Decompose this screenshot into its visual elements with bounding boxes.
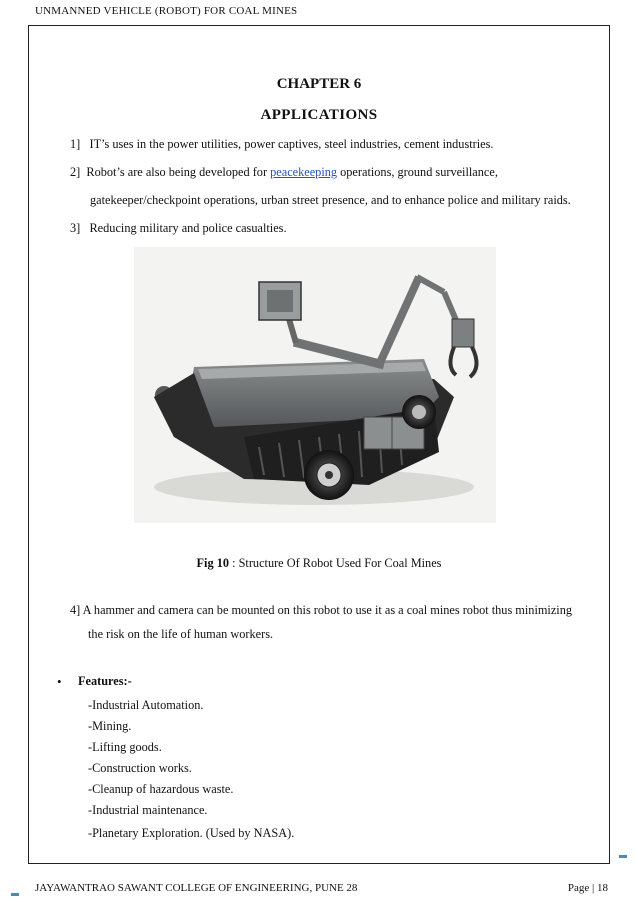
footer-page-number: Page | 18 bbox=[567, 882, 608, 894]
robot-photo bbox=[134, 247, 496, 523]
chapter-title: APPLICATIONS bbox=[260, 107, 378, 123]
item-text: Reducing military and police casualties. bbox=[89, 221, 287, 235]
chapter-number: CHAPTER 6 bbox=[276, 76, 362, 92]
edge-marker-right bbox=[619, 855, 627, 858]
figure-label: Fig 10 bbox=[196, 556, 229, 570]
item-marker: 3] bbox=[70, 221, 81, 235]
footer-college: JAYAWANTRAO SAWANT COLLEGE OF ENGINEERING, PUNE 28 bbox=[35, 882, 358, 894]
peacekeeping-link[interactable]: peacekeeping bbox=[270, 165, 338, 179]
feature-item: -Planetary Exploration. (Used by NASA). bbox=[88, 826, 295, 840]
figure-caption-text: : Structure Of Robot Used For Coal Mines bbox=[229, 556, 442, 570]
feature-item: -Industrial maintenance. bbox=[88, 803, 208, 817]
item-text: IT’s uses in the power utilities, power captives, steel industries, cement industries. bbox=[89, 137, 494, 151]
feature-item: -Lifting goods. bbox=[88, 740, 162, 754]
feature-item: -Industrial Automation. bbox=[88, 698, 204, 712]
item-marker: 1] bbox=[70, 137, 81, 151]
feature-item: -Cleanup of hazardous waste. bbox=[88, 782, 234, 796]
application-item-3 bbox=[70, 221, 287, 236]
application-item-1 bbox=[70, 137, 494, 152]
figure-caption bbox=[0, 556, 638, 571]
item-marker: 2] bbox=[70, 165, 81, 179]
item-4-line-1: 4] A hammer and camera can be mounted on this robot to use it as a coal mines robot thus minimizing bbox=[70, 603, 573, 617]
item-text: Robot’s are also being developed for bbox=[86, 165, 271, 179]
application-item-2-continuation: gatekeeper/checkpoint operations, urban street presence, and to enhance police and military raids. bbox=[90, 193, 571, 207]
edge-marker-left bbox=[11, 893, 19, 896]
feature-item: -Construction works. bbox=[88, 761, 192, 775]
robot-illustration bbox=[134, 247, 496, 523]
feature-item: -Mining. bbox=[88, 719, 132, 733]
item-text-cont: operations, ground surveillance, bbox=[337, 165, 498, 179]
running-header: UNMANNED VEHICLE (ROBOT) FOR COAL MINES bbox=[35, 5, 298, 17]
item-4-line-2: the risk on the life of human workers. bbox=[88, 627, 274, 641]
bullet-icon: • bbox=[57, 674, 62, 689]
application-item-2 bbox=[70, 165, 498, 180]
features-heading: Features:- bbox=[78, 674, 132, 688]
